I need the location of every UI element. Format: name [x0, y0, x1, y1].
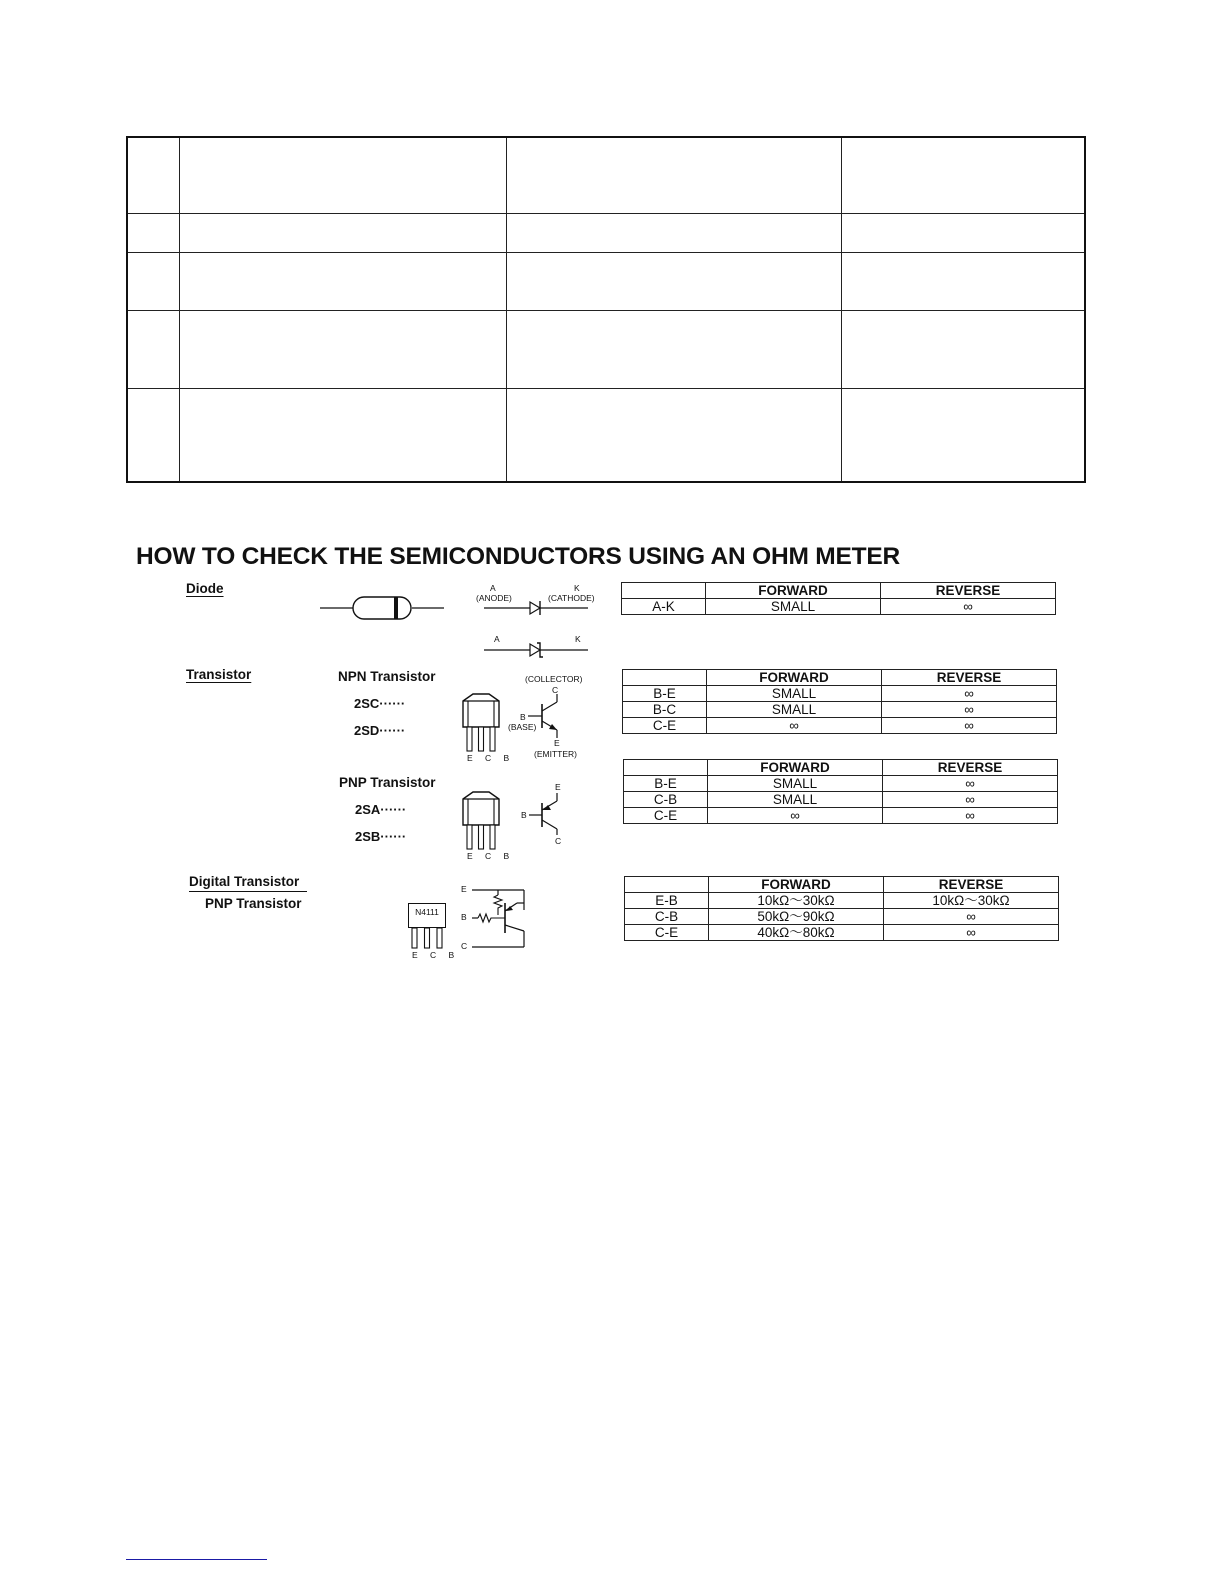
- pnp-part-2sb: 2SB······: [355, 829, 407, 844]
- npn-emitter-text: (EMITTER): [534, 749, 577, 759]
- digital-pnp-label: PNP Transistor: [205, 896, 302, 911]
- npn-c-letter: C: [552, 685, 559, 695]
- table-row: [624, 776, 1058, 792]
- table-cell: E-B: [625, 893, 709, 909]
- table-row: [625, 909, 1059, 925]
- diode-anode-text: (ANODE): [476, 593, 512, 603]
- digital-c-letter: C: [461, 941, 468, 951]
- page-title: HOW TO CHECK THE SEMICONDUCTORS USING AN OHM METER: [136, 543, 901, 570]
- blank-top-table: [126, 136, 1086, 483]
- table-row: [623, 702, 1057, 718]
- table-cell: SMALL: [707, 686, 882, 702]
- npn-package-icon: [459, 693, 503, 753]
- pnp-b-letter: B: [521, 810, 527, 820]
- diode-ohm-table: [621, 582, 1056, 615]
- table-header-reverse: REVERSE: [882, 670, 1057, 686]
- npn-ohm-table: [622, 669, 1057, 734]
- table-row: [127, 310, 1085, 388]
- npn-title: NPN Transistor: [338, 669, 436, 684]
- table-header-reverse: REVERSE: [883, 760, 1058, 776]
- table-header-forward: FORWARD: [708, 760, 883, 776]
- pnp-e-letter: E: [555, 782, 561, 792]
- digital-ohm-table: [624, 876, 1059, 941]
- transistor-label: Transistor: [186, 667, 252, 682]
- table-cell: ∞: [708, 808, 883, 824]
- table-row: [127, 213, 1085, 252]
- zener-diode-icon: [484, 640, 592, 660]
- table-cell: SMALL: [706, 599, 881, 615]
- npn-part-2sc: 2SC······: [354, 696, 406, 711]
- npn-symbol-icon: [528, 694, 568, 740]
- table-cell: SMALL: [708, 792, 883, 808]
- diode-symbol-icon: [484, 598, 592, 618]
- table-cell: 50kΩ～90kΩ: [709, 909, 884, 925]
- table-cell: ∞: [882, 686, 1057, 702]
- table-row: [127, 388, 1085, 482]
- table-cell: C-B: [624, 792, 708, 808]
- digital-chip-body: [408, 903, 446, 928]
- diode-cathode-text: (CATHODE): [548, 593, 595, 603]
- table-row: [624, 808, 1058, 824]
- table-row: [624, 760, 1058, 776]
- table-cell: SMALL: [707, 702, 882, 718]
- table-row: [623, 718, 1057, 734]
- table-cell: B-E: [623, 686, 707, 702]
- npn-b-letter: B: [520, 712, 526, 722]
- diode-body-icon: [318, 594, 448, 622]
- table-row: [623, 686, 1057, 702]
- pnp-symbol-icon: [529, 793, 569, 837]
- digital-chip-pins-icon: [408, 928, 446, 950]
- table-header-blank: [624, 760, 708, 776]
- table-row: [623, 670, 1057, 686]
- pnp-part-2sa: 2SA······: [355, 802, 407, 817]
- npn-e-letter: E: [554, 738, 560, 748]
- table-header-forward: FORWARD: [707, 670, 882, 686]
- table-header-reverse: REVERSE: [881, 583, 1056, 599]
- table-row: [625, 925, 1059, 941]
- table-row: [127, 252, 1085, 310]
- diode-cathode-letter: K: [574, 583, 580, 593]
- table-row: [624, 792, 1058, 808]
- table-row: [625, 893, 1059, 909]
- table-header-forward: FORWARD: [706, 583, 881, 599]
- table-cell: ∞: [883, 808, 1058, 824]
- digital-transistor-symbol-icon: [470, 883, 530, 953]
- pnp-package-icon: [459, 791, 503, 851]
- table-cell: 40kΩ～80kΩ: [709, 925, 884, 941]
- footer-rule: [126, 1559, 267, 1560]
- table-header-forward: FORWARD: [709, 877, 884, 893]
- table-cell: C-E: [623, 718, 707, 734]
- table-cell: ∞: [882, 718, 1057, 734]
- zener-anode-letter: A: [494, 634, 500, 644]
- diode-anode-letter: A: [490, 583, 496, 593]
- table-cell: C-E: [624, 808, 708, 824]
- table-cell: 10kΩ～30kΩ: [709, 893, 884, 909]
- table-header-reverse: REVERSE: [884, 877, 1059, 893]
- table-row: [622, 583, 1056, 599]
- table-cell: 10kΩ～30kΩ: [884, 893, 1059, 909]
- table-cell: C-E: [625, 925, 709, 941]
- npn-base-text: (BASE): [508, 722, 537, 732]
- table-cell: ∞: [884, 909, 1059, 925]
- table-cell: A-K: [622, 599, 706, 615]
- table-cell: ∞: [881, 599, 1056, 615]
- table-cell: B-C: [623, 702, 707, 718]
- digital-b-letter: B: [461, 912, 467, 922]
- pnp-title: PNP Transistor: [339, 775, 436, 790]
- table-row: [625, 877, 1059, 893]
- table-cell: ∞: [883, 776, 1058, 792]
- table-cell: C-B: [625, 909, 709, 925]
- digital-e-letter: E: [461, 884, 467, 894]
- npn-part-2sd: 2SD······: [354, 723, 406, 738]
- table-cell: ∞: [883, 792, 1058, 808]
- pnp-ohm-table: [623, 759, 1058, 824]
- table-row: [127, 137, 1085, 213]
- table-cell: SMALL: [708, 776, 883, 792]
- diode-label: Diode: [186, 581, 224, 596]
- npn-collector-text: (COLLECTOR): [525, 674, 583, 684]
- digital-transistor-label: Digital Transistor: [189, 874, 307, 892]
- table-header-blank: [625, 877, 709, 893]
- table-row: [622, 599, 1056, 615]
- digital-chip-marking: N4111: [415, 907, 439, 917]
- pnp-c-letter: C: [555, 836, 562, 846]
- table-cell: B-E: [624, 776, 708, 792]
- table-header-blank: [622, 583, 706, 599]
- table-cell: ∞: [707, 718, 882, 734]
- pnp-pin-labels: E C B: [467, 851, 515, 861]
- table-cell: ∞: [884, 925, 1059, 941]
- npn-pin-labels: E C B: [467, 753, 515, 763]
- table-header-blank: [623, 670, 707, 686]
- table-cell: ∞: [882, 702, 1057, 718]
- zener-cathode-letter: K: [575, 634, 581, 644]
- digital-pin-labels: E C B: [412, 950, 460, 960]
